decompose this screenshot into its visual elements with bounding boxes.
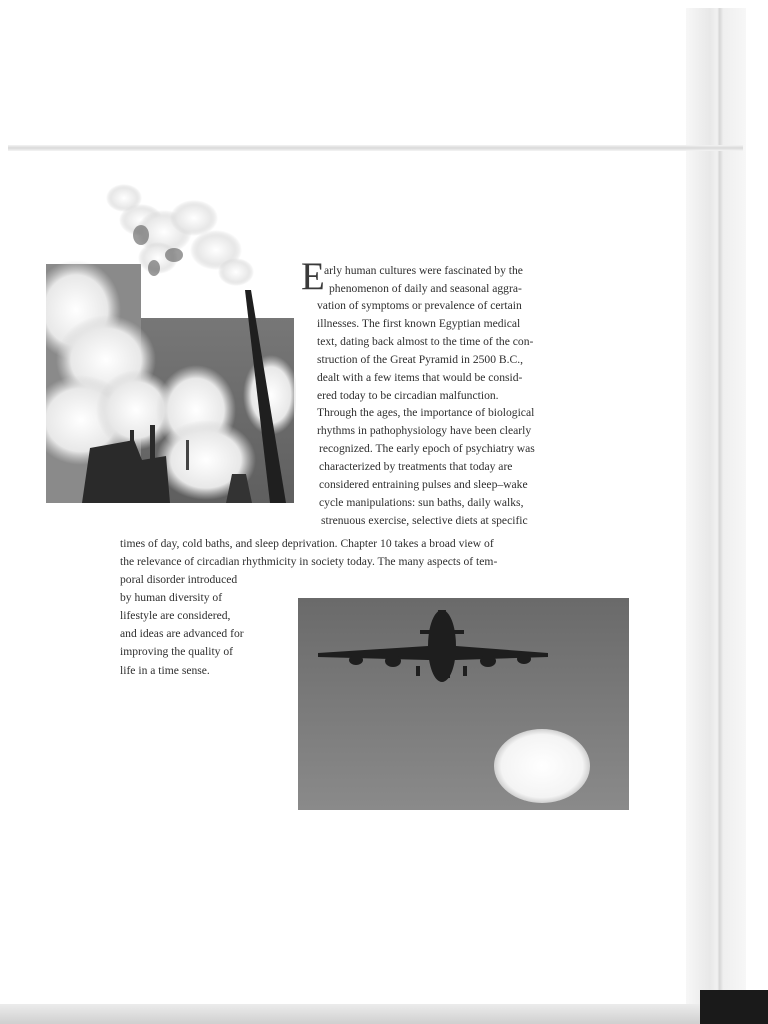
article-line: rhythms in pathophysiology have been clearly xyxy=(317,424,532,437)
article-line: the relevance of circadian rhythmicity in society today. The many aspects of tem- xyxy=(120,555,498,568)
article-line: vation of symptoms or prevalence of certain xyxy=(317,299,522,312)
page-fold-line xyxy=(8,145,743,151)
article-line: strenuous exercise, selective diets at specific xyxy=(321,514,528,527)
drop-cap: E xyxy=(301,255,325,298)
article-line: life in a time sense. xyxy=(120,664,210,677)
article-line: Through the ages, the importance of biological xyxy=(317,406,535,419)
page-bottom-edge xyxy=(0,1004,768,1024)
article-line: dealt with a few items that would be consid- xyxy=(317,371,523,384)
article-line: characterized by treatments that today are xyxy=(319,460,513,473)
airplane-sunset-photo xyxy=(298,598,629,810)
article-line: recognized. The early epoch of psychiatry was xyxy=(319,442,535,455)
article-line: and ideas are advanced for xyxy=(120,627,244,640)
article-line: phenomenon of daily and seasonal aggra- xyxy=(329,282,522,295)
article-line: times of day, cold baths, and sleep deprivation. Chapter 10 takes a broad view of xyxy=(120,537,494,550)
article-line: cycle manipulations: sun baths, daily walks, xyxy=(319,496,524,509)
article-line: poral disorder introduced xyxy=(120,573,238,586)
article-line: arly human cultures were fascinated by the xyxy=(324,264,523,277)
article-line: ered today to be circadian malfunction. xyxy=(317,389,499,402)
article-line: text, dating back almost to the time of the con- xyxy=(317,335,534,348)
page-bottom-corner xyxy=(700,990,768,1024)
article-line: by human diversity of xyxy=(120,591,223,604)
article-line: illnesses. The first known Egyptian medical xyxy=(317,317,521,330)
smokestack-photo xyxy=(46,180,296,503)
article-line: considered entraining pulses and sleep–wake xyxy=(319,478,528,491)
article-line: struction of the Great Pyramid in 2500 B.C., xyxy=(317,353,524,366)
page-right-edge xyxy=(686,8,746,1008)
article-line: improving the quality of xyxy=(120,645,234,658)
article-line: lifestyle are considered, xyxy=(120,609,231,622)
